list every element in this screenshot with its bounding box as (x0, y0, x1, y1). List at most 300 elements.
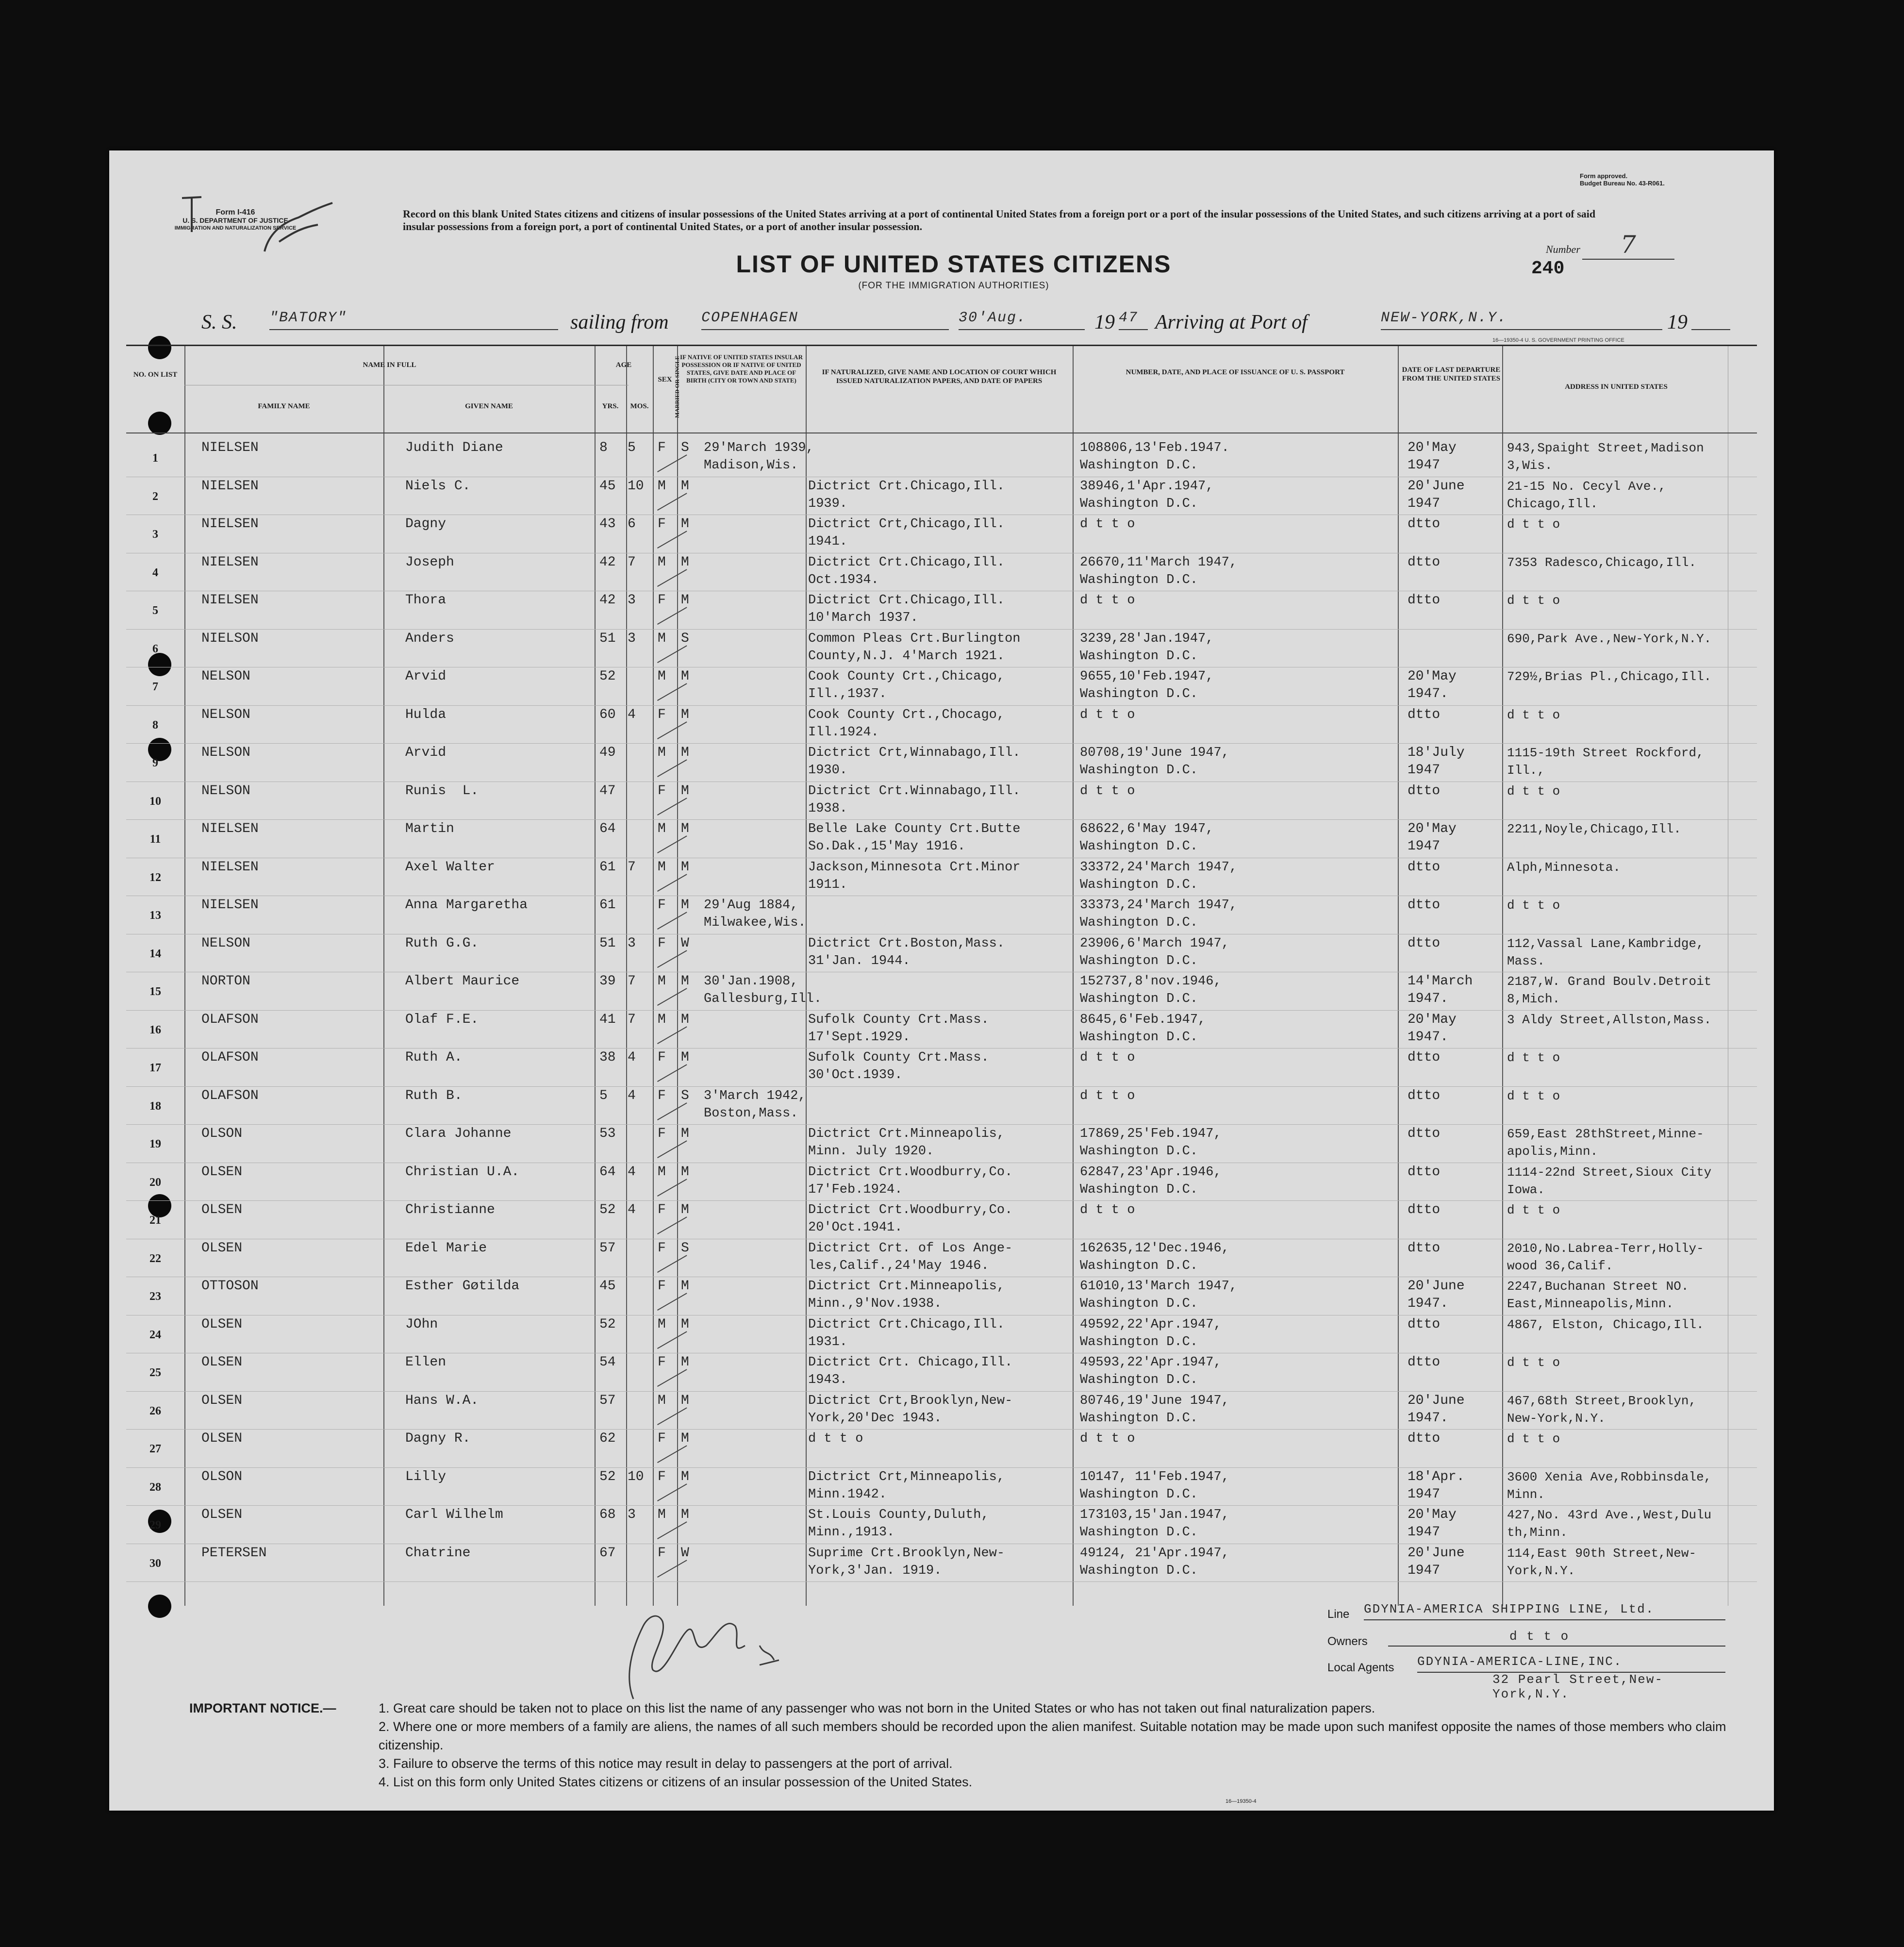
naturalization-court: Dictrict Crt.Minneapolis, Minn. July 1920. (808, 1127, 1005, 1159)
page-title: LIST OF UNITED STATES CITIZENS (736, 250, 1172, 278)
given-name: Thora (405, 593, 447, 608)
marital-status: M (681, 1279, 689, 1294)
us-address: d t t o (1507, 783, 1560, 799)
marital-status: M (681, 1050, 689, 1065)
passport-details: 26670,11'March 1947, Washington D.C. (1080, 555, 1238, 587)
marital-status: M (681, 1126, 689, 1141)
last-departure: 20'May 1947. (1407, 669, 1457, 701)
row-number: 6 (152, 642, 158, 655)
given-name: Edel Marie (405, 1240, 487, 1256)
age-months: 10 (628, 1469, 644, 1484)
table-row (126, 1429, 1757, 1468)
age-months: 3 (628, 935, 636, 951)
birth-date-place: 3'March 1942, Boston,Mass. (704, 1088, 806, 1121)
marital-status: M (681, 669, 689, 684)
age-years: 38 (599, 1050, 616, 1065)
age-months: 5 (628, 440, 636, 455)
inspector-signature (614, 1587, 808, 1714)
sex: F (658, 440, 666, 455)
naturalization-court: Dictrict Crt.Chicago,Ill. 1931. (808, 1317, 1005, 1349)
passport-details: 80708,19'June 1947, Washington D.C. (1080, 746, 1229, 778)
last-departure: dtto (1407, 1316, 1440, 1332)
sex: F (658, 783, 666, 799)
age-years: 61 (599, 898, 616, 913)
given-name: Judith Diane (405, 440, 503, 455)
passport-details: d t t o (1080, 1431, 1135, 1446)
age-years: 60 (599, 707, 616, 722)
agents-address: 32 Pearl Street,New-York,N.Y. (1492, 1672, 1664, 1701)
us-address: 1115-19th Street Rockford, Ill., (1507, 746, 1704, 778)
page-subtitle: (FOR THE IMMIGRATION AUTHORITIES) (858, 281, 1049, 291)
header-months: MOS. (630, 402, 649, 410)
last-departure: dtto (1407, 1126, 1440, 1141)
us-address: 2010,No.Labrea-Terr,Holly- wood 36,Calif. (1507, 1241, 1704, 1273)
row-number: 4 (152, 566, 158, 579)
given-name: Runis L. (405, 783, 479, 799)
sex: F (658, 1355, 666, 1370)
check-mark-icon (657, 1407, 687, 1425)
us-address: d t t o (1507, 1203, 1560, 1217)
family-name: OLAFSON (201, 1088, 259, 1103)
last-departure: dtto (1407, 707, 1440, 722)
table-row (126, 629, 1757, 668)
us-address: d t t o (1507, 517, 1560, 532)
us-address: 2187,W. Grand Boulv.Detroit 8,Mich. (1507, 974, 1712, 1006)
age-years: 5 (599, 1088, 608, 1103)
naturalization-court: Cook County Crt.,Chicago, Ill.,1937. (808, 669, 1005, 701)
header-passport: NUMBER, DATE, AND PLACE OF ISSUANCE OF U. S. PASSPORT (1126, 368, 1345, 376)
table-row (126, 896, 1757, 934)
us-address: 729½,Brias Pl.,Chicago,Ill. (1507, 669, 1712, 684)
marital-status: M (681, 1316, 689, 1332)
marital-status: W (681, 935, 689, 951)
department: U. S. DEPARTMENT OF JUSTICE (182, 216, 288, 224)
last-departure: dtto (1407, 554, 1440, 570)
age-years: 43 (599, 516, 616, 532)
last-departure: 20'May 1947 (1407, 1507, 1457, 1540)
family-name: OLAFSON (201, 1012, 259, 1027)
check-mark-icon (657, 759, 687, 777)
sex: F (658, 935, 666, 951)
table-row (126, 515, 1757, 553)
notice-item: 2. Where one or more members of a family are aliens, the names of all such members should be recorded upon the alien manifest. Suitable notation may be made upon such manifest opposite the names of those members who claim citizenship. (379, 1719, 1726, 1752)
sex: F (658, 707, 666, 722)
sex: F (658, 1202, 666, 1217)
header-no-on-list: NO. ON LIST (133, 371, 178, 379)
last-departure: dtto (1407, 898, 1440, 913)
sex: F (658, 516, 666, 532)
naturalization-court: d t t o (808, 1431, 863, 1446)
form-id: Form I-416 (215, 208, 255, 216)
given-name: Ruth G.G. (405, 935, 479, 951)
table-row (126, 1544, 1757, 1582)
year-prefix: 19 (1094, 311, 1115, 333)
printing-office: 16—19350-4 U. S. GOVERNMENT PRINTING OFFICE (1492, 337, 1624, 343)
row-number: 27 (149, 1443, 161, 1455)
age-years: 52 (599, 1316, 616, 1332)
naturalization-court: Dictrict Crt. Chicago,Ill. 1943. (808, 1355, 1013, 1387)
passport-details: d t t o (1080, 593, 1135, 608)
birth-date-place: 30'Jan.1908, Gallesburg,Ill. (704, 974, 822, 1006)
family-name: NIELSON (201, 631, 259, 646)
row-number: 23 (149, 1290, 161, 1303)
header-given-name: GIVEN NAME (465, 402, 513, 410)
naturalization-court: Belle Lake County Crt.Butte So.Dak.,15'May 1916. (808, 822, 1021, 854)
last-departure: dtto (1407, 1431, 1440, 1446)
passport-details: 3239,28'Jan.1947, Washington D.C. (1080, 631, 1214, 664)
us-address: 2211,Noyle,Chicago,Ill. (1507, 822, 1681, 836)
check-mark-icon (657, 874, 687, 892)
age-months: 10 (628, 478, 644, 494)
notice-item: 3. Failure to observe the terms of this notice may result in delay to passengers at the port of arrival. (379, 1756, 953, 1771)
header-native-birth: IF NATIVE OF UNITED STATES INSULAR POSSESSION OR IF NATIVE OF UNITED STATES, GIVE DATE AND PLACE OF BIRTH (CITY OR TOWN AND STATE) (680, 353, 803, 384)
row-number: 29 (149, 1519, 161, 1531)
check-mark-icon (657, 950, 687, 968)
passport-details: d t t o (1080, 1050, 1135, 1065)
naturalization-court: Dictrict Crt.Chicago,Ill. Oct.1934. (808, 555, 1005, 587)
check-mark-icon (657, 912, 687, 930)
passport-details: 49592,22'Apr.1947, Washington D.C. (1080, 1317, 1222, 1349)
sex: M (658, 1316, 666, 1332)
marital-status: M (681, 1012, 689, 1027)
arrival-year-prefix: 19 (1667, 311, 1688, 333)
last-departure: dtto (1407, 1088, 1440, 1103)
marital-status: M (681, 1164, 689, 1180)
passport-details: 33372,24'March 1947, Washington D.C. (1080, 860, 1238, 892)
sex: M (658, 554, 666, 570)
row-number: 20 (149, 1176, 161, 1189)
given-name: JOhn (405, 1316, 438, 1332)
passport-details: 68622,6'May 1947, Washington D.C. (1080, 822, 1214, 854)
header-sex: SEX (658, 376, 672, 383)
arriving-label: Arriving at Port of (1155, 311, 1308, 333)
us-address: d t t o (1507, 898, 1560, 913)
passport-details: 62847,23'Apr.1946, Washington D.C. (1080, 1165, 1222, 1197)
check-mark-icon (657, 1445, 687, 1463)
age-years: 42 (599, 593, 616, 608)
age-months: 3 (628, 631, 636, 646)
number-field (1546, 231, 1706, 260)
table-row (126, 1010, 1757, 1049)
check-mark-icon (657, 835, 687, 853)
age-years: 41 (599, 1012, 616, 1027)
header-family-name: FAMILY NAME (258, 402, 310, 410)
row-number: 9 (152, 757, 158, 769)
approval-block (1580, 172, 1725, 187)
row-number: 17 (149, 1062, 161, 1074)
given-name: Niels C. (405, 478, 471, 494)
approval-text: Form approved. (1580, 172, 1628, 180)
sex: F (658, 1431, 666, 1446)
row-number: 7 (152, 681, 158, 693)
naturalization-court: Dictrict Crt.Chicago,Ill. 10'March 1937. (808, 593, 1005, 625)
row-number: 18 (149, 1099, 161, 1113)
last-departure: dtto (1407, 1202, 1440, 1217)
passport-details: d t t o (1080, 783, 1135, 799)
us-address: 7353 Radesco,Chicago,Ill. (1507, 555, 1697, 570)
sex: M (658, 1012, 666, 1027)
age-months: 7 (628, 1012, 636, 1027)
naturalization-court: Dictrict Crt.Winnabago,Ill. 1938. (808, 783, 1021, 816)
age-months: 4 (628, 707, 636, 722)
us-address: d t t o (1507, 1050, 1560, 1065)
table-row (126, 553, 1757, 592)
ship-name: "BATORY" (269, 310, 558, 330)
check-mark-icon (657, 1560, 687, 1578)
sex: M (658, 974, 666, 989)
line-label: Line (1327, 1608, 1350, 1621)
given-name: Ruth A. (405, 1050, 463, 1065)
last-departure: 20'May 1947. (1407, 1012, 1457, 1045)
family-name: OLSEN (201, 1393, 243, 1408)
us-address: 21-15 No. Cecyl Ave., Chicago,Ill. (1507, 479, 1666, 511)
row-number: 21 (149, 1214, 161, 1227)
last-departure: 20'June 1947. (1407, 1393, 1465, 1426)
marital-status: M (681, 554, 689, 570)
us-address: d t t o (1507, 1431, 1560, 1446)
sex: F (658, 898, 666, 913)
check-mark-icon (657, 569, 687, 587)
row-number: 19 (149, 1138, 161, 1150)
us-address: 690,Park Ave.,New-York,N.Y. (1507, 631, 1712, 646)
passport-details: 49124, 21'Apr.1947, Washington D.C. (1080, 1546, 1229, 1578)
row-number: 14 (149, 947, 161, 960)
family-name: NIELSEN (201, 593, 259, 608)
given-name: Arvid (405, 669, 447, 684)
marital-status: M (681, 783, 689, 799)
sex: F (658, 1050, 666, 1065)
age-months: 4 (628, 1164, 636, 1180)
notice-item: 1. Great care should be taken not to place on this list the name of any passenger who was not born in the United States or who has not taken out final naturalization papers. (379, 1701, 1375, 1715)
header-naturalized: IF NATURALIZED, GIVE NAME AND LOCATION OF COURT WHICH ISSUED NATURALIZATION PAPERS, AND DATE OF PAPERS (822, 368, 1057, 385)
age-years: 64 (599, 1164, 616, 1180)
table-row (126, 1277, 1757, 1315)
last-departure: dtto (1407, 783, 1440, 799)
table-row (126, 438, 1757, 477)
naturalization-court: Sufolk County Crt.Mass. 17'Sept.1929. (808, 1012, 989, 1045)
check-mark-icon (657, 798, 687, 815)
given-name: Ellen (405, 1355, 447, 1370)
naturalization-court: Dictrict Crt.Boston,Mass. 31'Jan. 1944. (808, 936, 1005, 968)
marital-status: M (681, 516, 689, 532)
us-address: 114,East 90th Street,New- York,N.Y. (1507, 1546, 1697, 1578)
marital-status: S (681, 1088, 689, 1103)
row-number: 11 (149, 833, 161, 846)
check-mark-icon (657, 1026, 687, 1044)
marital-status: M (681, 974, 689, 989)
last-departure: dtto (1407, 935, 1440, 951)
sailing-year: 47 (1119, 310, 1148, 330)
marital-status: S (681, 440, 689, 455)
passport-details: 8645,6'Feb.1947, Washington D.C. (1080, 1012, 1206, 1045)
age-months: 7 (628, 859, 636, 875)
header-years: YRS. (602, 402, 619, 410)
header-age: AGE (615, 361, 632, 369)
sex: M (658, 631, 666, 646)
family-name: OLSEN (201, 1202, 243, 1217)
last-departure: 20'June 1947 (1407, 1545, 1465, 1578)
family-name: OLSON (201, 1469, 243, 1484)
table-row (126, 1467, 1757, 1506)
passport-details: 152737,8'nov.1946, Washington D.C. (1080, 974, 1222, 1006)
passport-details: 33373,24'March 1947, Washington D.C. (1080, 898, 1238, 930)
row-number: 16 (149, 1023, 161, 1036)
check-mark-icon (657, 1293, 687, 1311)
last-departure: 20'June 1947 (1407, 478, 1465, 511)
table-row (126, 705, 1757, 744)
table-row (126, 1200, 1757, 1239)
given-name: Anna Margaretha (405, 898, 528, 913)
marital-status: M (681, 821, 689, 836)
age-years: 57 (599, 1393, 616, 1408)
number-label: Number (1546, 243, 1580, 255)
family-name: NELSON (201, 745, 250, 760)
agents-value: GDYNIA-AMERICA-LINE,INC. (1417, 1654, 1725, 1673)
check-mark-icon (657, 1102, 687, 1120)
us-address: 427,No. 43rd Ave.,West,Dulu th,Minn. (1507, 1508, 1712, 1540)
naturalization-court: Dictrict Crt.Woodburry,Co. 17'Feb.1924. (808, 1165, 1013, 1197)
naturalization-court: Dictrict Crt,Chicago,Ill. 1941. (808, 517, 1005, 549)
sex: M (658, 669, 666, 684)
age-years: 62 (599, 1431, 616, 1446)
age-years: 68 (599, 1507, 616, 1522)
check-mark-icon (657, 683, 687, 701)
marital-status: M (681, 745, 689, 760)
table-row (126, 1048, 1757, 1087)
row-number: 8 (152, 718, 158, 732)
last-departure: dtto (1407, 1050, 1440, 1065)
us-address: 3600 Xenia Ave,Robbinsdale, Minn. (1507, 1469, 1712, 1502)
family-name: OLSON (201, 1126, 243, 1141)
given-name: Martin (405, 821, 454, 836)
row-number: 10 (149, 795, 161, 808)
naturalization-court: Dictrict Crt.Chicago,Ill. 1939. (808, 479, 1005, 511)
check-mark-icon (657, 1521, 687, 1539)
line-value: GDYNIA-AMERICA SHIPPING LINE, Ltd. (1364, 1602, 1725, 1620)
arrival-year (1691, 310, 1730, 330)
footer-block (1327, 1602, 1740, 1699)
passport-details: 38946,1'Apr.1947, Washington D.C. (1080, 479, 1214, 511)
sex: F (658, 593, 666, 608)
us-address: Alph,Minnesota. (1507, 860, 1621, 875)
age-years: 57 (599, 1240, 616, 1256)
sex: F (658, 1088, 666, 1103)
age-months: 4 (628, 1088, 636, 1103)
us-address: 943,Spaight Street,Madison 3,Wis. (1507, 441, 1704, 473)
row-number: 3 (152, 528, 158, 541)
marital-status: M (681, 1469, 689, 1484)
agents-label: Local Agents (1327, 1661, 1394, 1674)
sex: M (658, 859, 666, 875)
birth-date-place: 29'Aug 1884, Milwakee,Wis. (704, 898, 806, 930)
age-years: 49 (599, 745, 616, 760)
us-address: 659,East 28thStreet,Minne- apolis,Minn. (1507, 1127, 1704, 1159)
sex: F (658, 1240, 666, 1256)
naturalization-court: Dictrict Crt.Woodburry,Co. 20'Oct.1941. (808, 1203, 1013, 1235)
family-name: NORTON (201, 974, 250, 989)
passport-details: 23906,6'March 1947, Washington D.C. (1080, 936, 1229, 968)
table-row (126, 1391, 1757, 1430)
last-departure: dtto (1407, 1164, 1440, 1180)
passport-details: 61010,13'March 1947, Washington D.C. (1080, 1279, 1238, 1311)
port-to: NEW-YORK,N.Y. (1381, 310, 1662, 330)
passport-details: d t t o (1080, 517, 1135, 532)
sex: F (658, 1279, 666, 1294)
age-months: 7 (628, 974, 636, 989)
table-row (126, 477, 1757, 516)
family-name: NIELSEN (201, 516, 259, 532)
us-address: d t t o (1507, 1088, 1560, 1103)
sex: F (658, 1469, 666, 1484)
ss-label: S. S. (201, 311, 237, 333)
last-departure: 20'June 1947. (1407, 1279, 1465, 1311)
table-row (126, 667, 1757, 706)
us-address: d t t o (1507, 707, 1560, 722)
given-name: Hans W.A. (405, 1393, 479, 1408)
row-number: 28 (149, 1481, 161, 1494)
family-name: OLSEN (201, 1507, 243, 1522)
naturalization-court: Suprime Crt.Brooklyn,New- York,3'Jan. 1919. (808, 1546, 1005, 1578)
age-years: 45 (599, 1279, 616, 1294)
naturalization-court: St.Louis County,Duluth, Minn.,1913. (808, 1508, 989, 1540)
age-years: 52 (599, 1202, 616, 1217)
sex: M (658, 821, 666, 836)
given-name: Olaf F.E. (405, 1012, 479, 1027)
table-row (126, 782, 1757, 820)
check-mark-icon (657, 1255, 687, 1273)
given-name: Dagny (405, 516, 447, 532)
family-name: NELSON (201, 783, 250, 799)
us-address: d t t o (1507, 593, 1560, 608)
age-years: 51 (599, 935, 616, 951)
header-name-in-full: NAME IN FULL (363, 361, 416, 369)
passport-details: 108806,13'Feb.1947. Washington D.C. (1080, 441, 1229, 473)
age-years: 39 (599, 974, 616, 989)
table-row (126, 1505, 1757, 1544)
table-row (126, 1239, 1757, 1278)
age-months: 3 (628, 593, 636, 608)
check-mark-icon (657, 454, 687, 472)
check-mark-icon (657, 1483, 687, 1501)
last-departure: dtto (1407, 1240, 1440, 1256)
age-months: 6 (628, 516, 636, 532)
row-number: 1 (152, 452, 158, 465)
table-row (126, 858, 1757, 897)
passport-details: 173103,15'Jan.1947, Washington D.C. (1080, 1508, 1229, 1540)
handwritten-mark-icon (172, 193, 347, 256)
last-departure: dtto (1407, 593, 1440, 608)
number-value: 7 (1620, 231, 1636, 259)
given-name: Joseph (405, 554, 454, 570)
given-name: Anders (405, 631, 454, 646)
age-years: 53 (599, 1126, 616, 1141)
notice-items (379, 1699, 1762, 1791)
passport-details: 17869,25'Feb.1947, Washington D.C. (1080, 1127, 1222, 1159)
check-mark-icon (657, 493, 687, 511)
naturalization-court: Common Pleas Crt.Burlington County,N.J. 4'March 1921. (808, 631, 1021, 664)
given-name: Arvid (405, 745, 447, 760)
sex: M (658, 745, 666, 760)
family-name: NELSON (201, 707, 250, 722)
naturalization-court: Dictrict Crt.Minneapolis, Minn.,9'Nov.1938. (808, 1279, 1005, 1311)
marital-status: M (681, 898, 689, 913)
given-name: Carl Wilhelm (405, 1507, 503, 1522)
sailing-label: sailing from (570, 311, 669, 333)
age-months: 4 (628, 1202, 636, 1217)
age-months: 7 (628, 554, 636, 570)
last-departure: 18'Apr. 1947 (1407, 1469, 1465, 1502)
family-name: NIELSEN (201, 478, 259, 494)
